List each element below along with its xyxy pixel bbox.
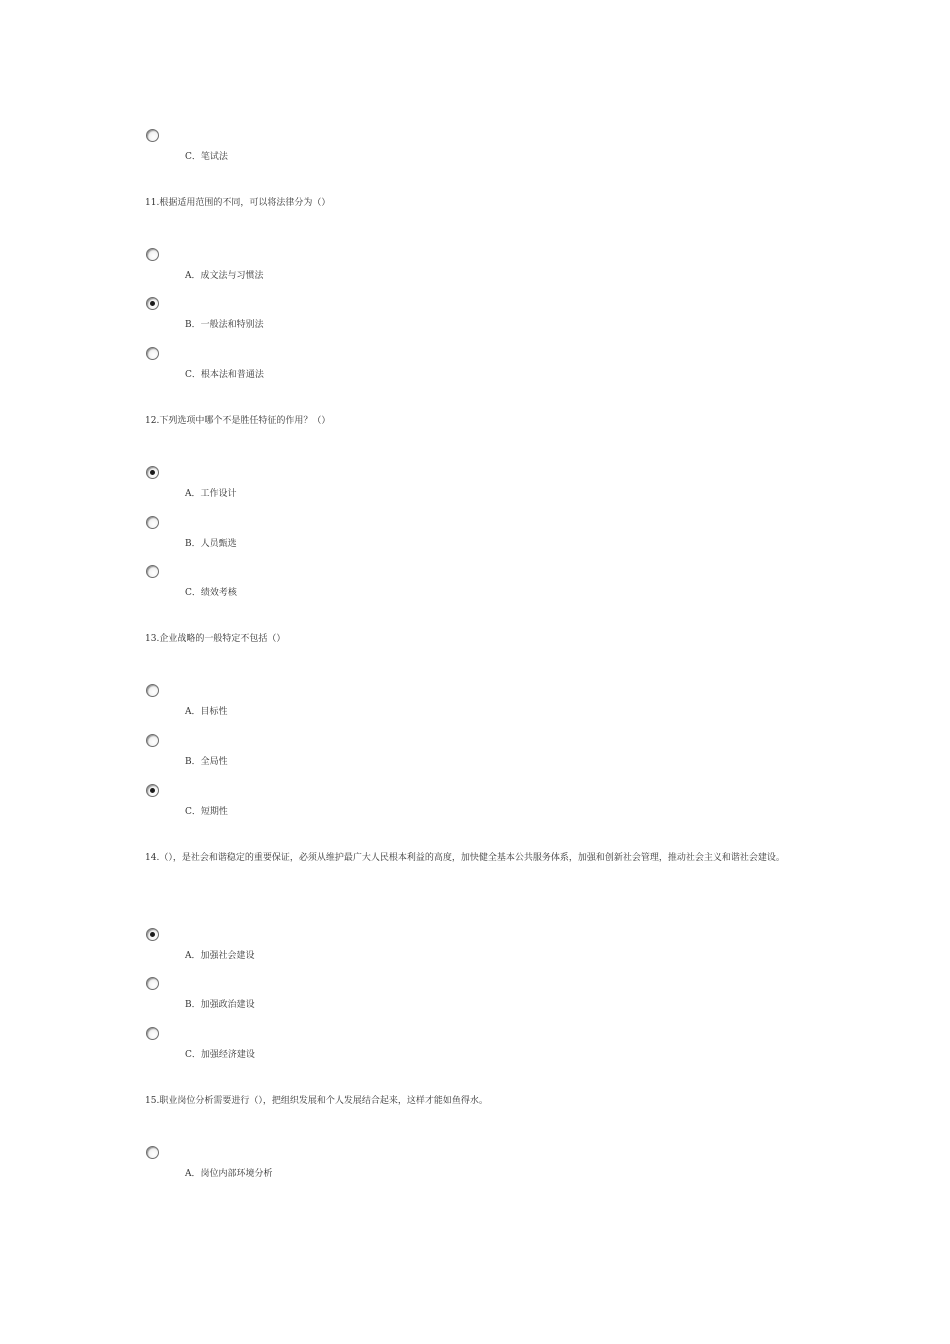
question-12-text: 12.下列选项中哪个不是胜任特征的作用？（） — [145, 416, 331, 426]
question-11-text: 11.根据适用范围的不同，可以将法律分为（） — [145, 198, 331, 208]
option-label-q10-c: C．笔试法 — [185, 152, 228, 162]
radio-q11-a[interactable] — [146, 248, 159, 261]
radio-q14-a[interactable] — [146, 928, 159, 941]
option-label-q13-a: A．目标性 — [185, 707, 228, 717]
option-label-q11-a: A．成文法与习惯法 — [185, 271, 264, 281]
question-13-text: 13.企业战略的一般特定不包括（） — [145, 634, 286, 644]
option-label-q14-a: A．加强社会建设 — [185, 951, 255, 961]
radio-q11-c[interactable] — [146, 347, 159, 360]
radio-q12-c[interactable] — [146, 565, 159, 578]
option-label-q14-b: B．加强政治建设 — [185, 1000, 255, 1010]
question-14-text: 14.（），是社会和谐稳定的重要保证，必须从维护最广大人民根本利益的高度，加快健全基本公共服务体系，加强和创新社会管理，推动社会主义和谐社会建设。 — [145, 853, 785, 863]
question-15-text: 15.职业岗位分析需要进行（），把组织发展和个人发展结合起来，这样才能如鱼得水。 — [145, 1096, 488, 1106]
radio-q14-b[interactable] — [146, 977, 159, 990]
option-label-q12-a: A．工作设计 — [185, 489, 237, 499]
option-label-q15-a: A．岗位内部环境分析 — [185, 1169, 273, 1179]
radio-q12-b[interactable] — [146, 516, 159, 529]
option-label-q11-c: C．根本法和普通法 — [185, 370, 264, 380]
option-label-q12-b: B．人员甄选 — [185, 539, 237, 549]
radio-q11-b[interactable] — [146, 297, 159, 310]
option-label-q12-c: C．绩效考核 — [185, 588, 237, 598]
radio-q13-a[interactable] — [146, 684, 159, 697]
option-label-q11-b: B．一般法和特别法 — [185, 320, 264, 330]
radio-q14-c[interactable] — [146, 1027, 159, 1040]
radio-q12-a[interactable] — [146, 466, 159, 479]
option-label-q13-c: C．短期性 — [185, 807, 228, 817]
radio-q15-a[interactable] — [146, 1146, 159, 1159]
option-label-q14-c: C．加强经济建设 — [185, 1050, 255, 1060]
radio-q13-c[interactable] — [146, 784, 159, 797]
radio-q10-c[interactable] — [146, 129, 159, 142]
option-label-q13-b: B．全局性 — [185, 757, 228, 767]
radio-q13-b[interactable] — [146, 734, 159, 747]
